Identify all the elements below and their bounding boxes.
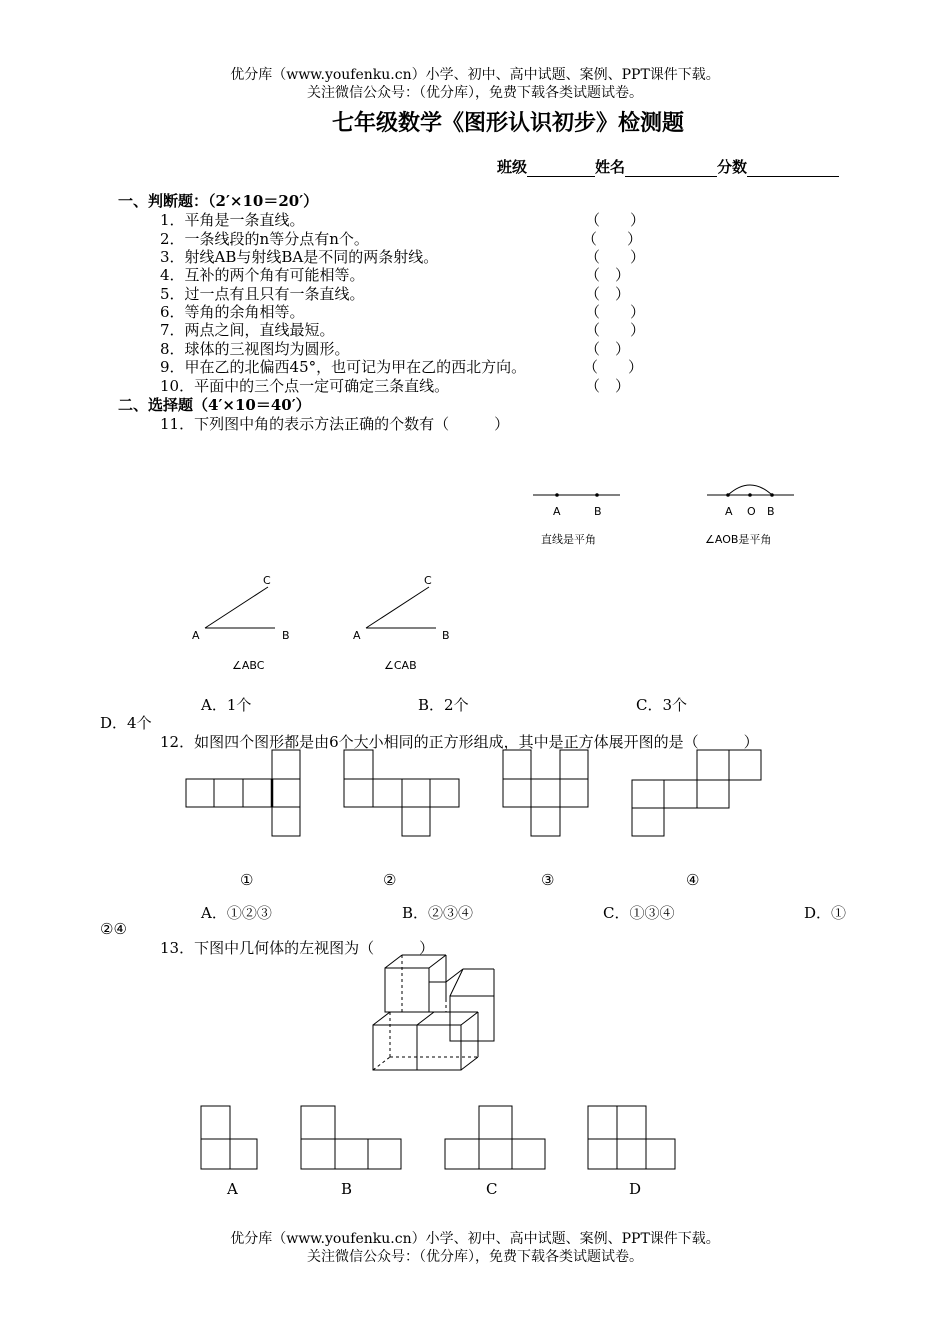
section2-heading: 二、选择题（4′×10＝40′） xyxy=(118,396,311,414)
view-label-c: C xyxy=(486,1180,498,1198)
fig3-label-c: C xyxy=(263,574,271,587)
point-b xyxy=(595,493,599,497)
q13-view-b xyxy=(298,1104,406,1174)
q13-view-d xyxy=(585,1104,681,1174)
q12-option-a[interactable]: A．①②③ xyxy=(201,904,272,922)
name-blank[interactable] xyxy=(625,161,717,177)
tf-item-3: 3．射线AB与射线BA是不同的两条射线。 xyxy=(160,248,439,266)
tf-item-8: 8．球体的三视图均为圆形。 xyxy=(160,340,350,358)
q12-option-c[interactable]: C．①③④ xyxy=(603,904,675,922)
fig3-label-a: A xyxy=(192,629,200,642)
tf-answer-3[interactable]: （ ） xyxy=(585,248,646,266)
tf-item-2: 2．一条线段的n等分点有n个。 xyxy=(160,230,369,248)
tf-answer-7[interactable]: （ ） xyxy=(585,321,646,339)
section1-heading: 一、判断题：（2′×10＝20′） xyxy=(118,192,319,210)
tf-answer-1[interactable]: （ ） xyxy=(585,211,646,229)
fig1-label-b: B xyxy=(594,505,602,518)
tf-item-4: 4．互补的两个角有可能相等。 xyxy=(160,266,365,284)
q12-net-3 xyxy=(501,748,593,840)
page-title: 七年级数学《图形认识初步》检测题 xyxy=(332,110,685,136)
tf-item-7: 7．两点之间，直线最短。 xyxy=(160,321,335,339)
net-label-3: ③ xyxy=(541,871,555,889)
q12-net-1 xyxy=(185,748,303,840)
fig2-label-a: A xyxy=(725,505,733,518)
fig1-caption: 直线是平角 xyxy=(541,533,596,546)
tf-answer-9[interactable]: （ ） xyxy=(583,358,644,376)
fig4-label-b: B xyxy=(442,629,450,642)
ray-ac xyxy=(205,587,268,628)
net-label-2: ② xyxy=(383,871,397,889)
q12-stem: 12．如图四个图形都是由6个大小相同的正方形组成，其中是正方体展开图的是（ ） xyxy=(160,733,759,751)
fig2-label-b: B xyxy=(767,505,775,518)
fig2-label-o: O xyxy=(747,505,756,518)
footer-line-1: 优分库（www.youfenku.cn）小学、初中、高中试题、案例、PPT课件下载。 xyxy=(230,1231,720,1247)
q11-option-a[interactable]: A．1个 xyxy=(201,696,252,714)
fig4-label-a: A xyxy=(353,629,361,642)
q11-figure-angle-cab xyxy=(361,580,451,640)
class-blank[interactable] xyxy=(527,161,595,177)
q12-net-4 xyxy=(630,748,765,840)
point-b xyxy=(770,493,774,497)
tf-answer-5[interactable]: （ ） xyxy=(585,285,631,303)
q12-option-d[interactable]: D．① xyxy=(804,904,847,922)
footer-line-2: 关注微信公众号：（优分库），免费下载各类试题试卷。 xyxy=(307,1249,643,1265)
tf-answer-2[interactable]: （ ） xyxy=(582,230,643,248)
class-label: 班级 xyxy=(497,158,528,176)
tf-answer-8[interactable]: （ ） xyxy=(585,340,631,358)
q13-view-c xyxy=(442,1104,550,1174)
point-a xyxy=(726,493,730,497)
score-label: 分数 xyxy=(717,158,748,176)
point-o xyxy=(748,493,752,497)
fig3-label-b: B xyxy=(282,629,290,642)
header-line-1: 优分库（www.youfenku.cn）小学、初中、高中试题、案例、PPT课件下载。 xyxy=(230,67,720,83)
name-label: 姓名 xyxy=(595,158,626,176)
info-line xyxy=(497,156,839,177)
q13-solid xyxy=(368,950,503,1075)
q11-option-d[interactable]: D．4个 xyxy=(100,714,152,732)
net-label-1: ① xyxy=(240,871,254,889)
view-label-b: B xyxy=(341,1180,353,1198)
fig3-caption: ∠ABC xyxy=(232,659,265,672)
q13-stem: 13．下图中几何体的左视图为（ ） xyxy=(160,939,435,957)
fig4-caption: ∠CAB xyxy=(384,659,417,672)
view-label-a: A xyxy=(227,1180,238,1198)
q11-option-c[interactable]: C．3个 xyxy=(636,696,688,714)
q12-option-d-cont: ②④ xyxy=(100,920,127,938)
fig2-caption: ∠AOB是平角 xyxy=(705,533,772,546)
fig1-label-a: A xyxy=(553,505,561,518)
tf-answer-4[interactable]: （ ） xyxy=(585,266,631,284)
tf-item-10: 10．平面中的三个点一定可确定三条直线。 xyxy=(160,377,450,395)
header-line-2: 关注微信公众号：（优分库），免费下载各类试题试卷。 xyxy=(307,85,643,101)
fig4-label-c: C xyxy=(424,574,432,587)
q12-net-2 xyxy=(342,748,462,840)
tf-answer-10[interactable]: （ ） xyxy=(585,377,631,395)
q11-option-b[interactable]: B．2个 xyxy=(418,696,469,714)
net-label-4: ④ xyxy=(686,871,700,889)
tf-item-6: 6．等角的余角相等。 xyxy=(160,303,305,321)
tf-item-1: 1．平角是一条直线。 xyxy=(160,211,305,229)
q12-option-b[interactable]: B．②③④ xyxy=(402,904,474,922)
tf-item-9: 9．甲在乙的北偏西45°，也可记为甲在乙的西北方向。 xyxy=(160,358,527,376)
tf-answer-6[interactable]: （ ） xyxy=(585,303,646,321)
tf-item-5: 5．过一点有且只有一条直线。 xyxy=(160,285,365,303)
score-blank[interactable] xyxy=(747,161,839,177)
ray-ac xyxy=(366,587,429,628)
point-a xyxy=(555,493,559,497)
q11-figure-angle-abc xyxy=(200,580,290,640)
q13-view-a xyxy=(198,1104,262,1174)
q11-stem: 11．下列图中角的表示方法正确的个数有（ ） xyxy=(160,415,510,433)
view-label-d: D xyxy=(629,1180,642,1198)
